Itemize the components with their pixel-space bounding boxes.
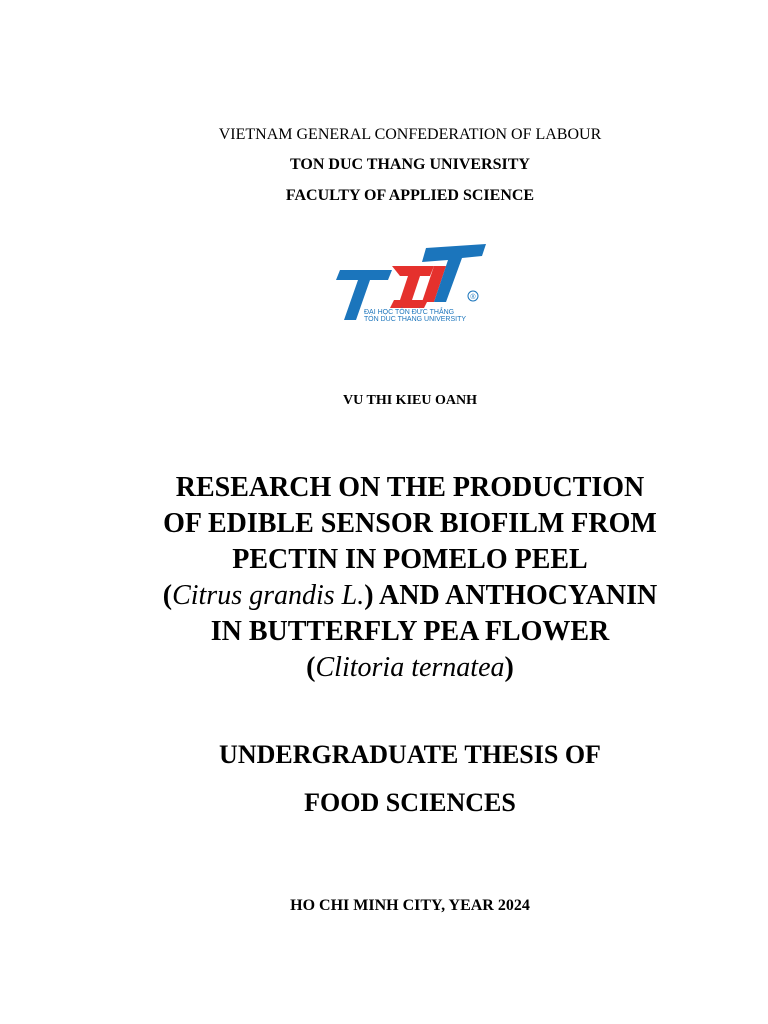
title-line: (Clitoria ternatea) xyxy=(306,652,514,683)
place-and-year: HO CHI MINH CITY, YEAR 2024 xyxy=(290,897,530,914)
title-line: RESEARCH ON THE PRODUCTION xyxy=(175,472,645,503)
scientific-name: Citrus grandis L. xyxy=(172,580,365,611)
university-logo xyxy=(330,240,490,326)
author-name: VU THI KIEU OANH xyxy=(343,393,477,408)
logo-vietnamese-name: ĐẠI HỌC TÔN ĐỨC THẮNG xyxy=(364,309,455,316)
faculty-name: FACULTY OF APPLIED SCIENCE xyxy=(285,187,535,204)
svg-text:®: ® xyxy=(470,294,476,301)
confederation-name: VIETNAM GENERAL CONFEDERATION OF LABOUR xyxy=(218,126,602,143)
thesis-type: UNDERGRADUATE THESIS OF xyxy=(219,740,601,769)
title-line: OF EDIBLE SENSOR BIOFILM FROM xyxy=(163,508,657,539)
university-name: TON DUC THANG UNIVERSITY xyxy=(290,156,530,173)
title-line: (Citrus grandis L.) AND ANTHOCYANIN xyxy=(162,580,658,611)
title-line: PECTIN IN POMELO PEEL xyxy=(232,544,588,575)
tdt-logo-icon xyxy=(330,240,490,326)
title-line: IN BUTTERFLY PEA FLOWER xyxy=(210,616,610,647)
logo-english-name: TON DUC THANG UNIVERSITY xyxy=(364,316,467,323)
scientific-name: Clitoria ternatea xyxy=(315,652,505,683)
thesis-field: FOOD SCIENCES xyxy=(304,788,516,817)
thesis-title xyxy=(26,470,768,686)
